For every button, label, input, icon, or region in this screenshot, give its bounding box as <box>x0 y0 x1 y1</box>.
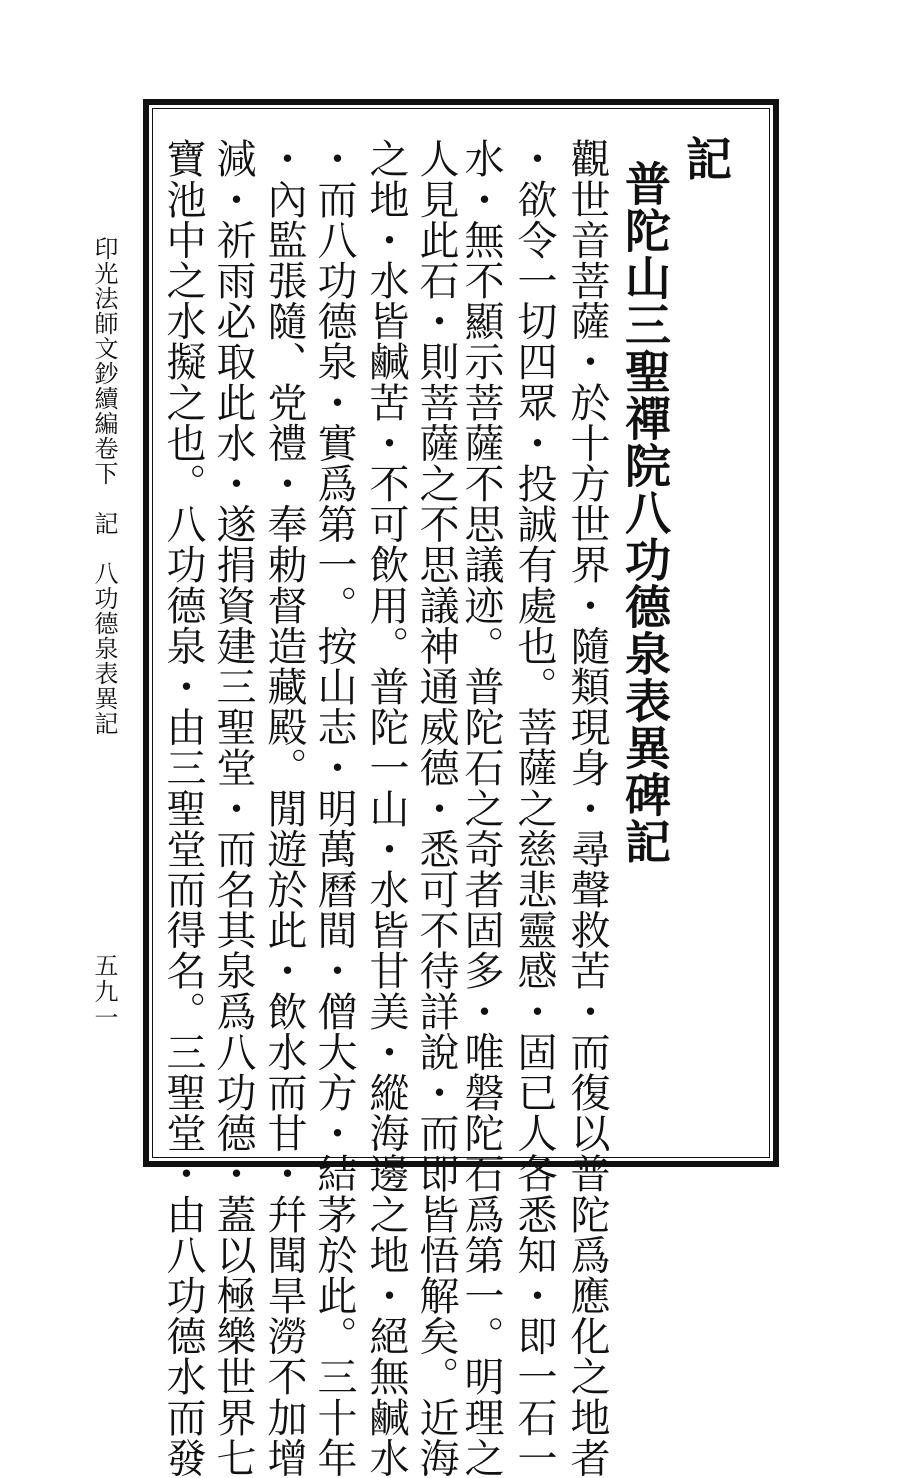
body-column-1: 觀世音菩薩・於十方世界・隨類現身・尋聲救苦・而復以普陀爲應化之地者 <box>564 138 610 1478</box>
body-column-5: 之地・水皆鹹苦・不可飲用。普陀一山・水皆甘美・縱海邊之地・絕無鹹水 <box>363 138 409 1478</box>
body-column-4: 人見此石・則菩薩之不思議神通威德・悉可不待詳說・而即皆悟解矣。近海 <box>413 138 459 1478</box>
body-column-2: ・欲令一切四眾・投誠有處也。菩薩之慈悲靈感・固已人各悉知・即一石一 <box>511 138 557 1478</box>
body-column-8: 減・祈雨必取此水・遂捐資建三聖堂・而名其泉爲八功德・蓋以極樂世界七 <box>210 138 256 1478</box>
section-heading: 記 <box>679 135 733 183</box>
running-header: 印光法師文鈔續編卷下 記 八功德泉表異記 <box>90 236 118 736</box>
body-column-6: ・而八功德泉・實爲第一。按山志・明萬曆間・僧大方・結茅於此。三十年 <box>311 138 357 1478</box>
body-column-7: ・內監張隨、党禮・奉勅督造藏殿。閒遊於此・飲水而甘・幷聞旱澇不加增 <box>261 138 307 1478</box>
body-column-9: 寶池中之水擬之也。八功德泉・由三聖堂而得名。三聖堂・由八功德水而發 <box>160 138 206 1478</box>
article-title: 普陀山三聖禪院八功德泉表異碑記 <box>618 160 672 865</box>
body-column-3: 水・無不顯示菩薩不思議迹。普陀石之奇者固多・唯磐陀石爲第一。明理之 <box>458 138 504 1478</box>
page-number: 五九一 <box>90 953 118 1031</box>
